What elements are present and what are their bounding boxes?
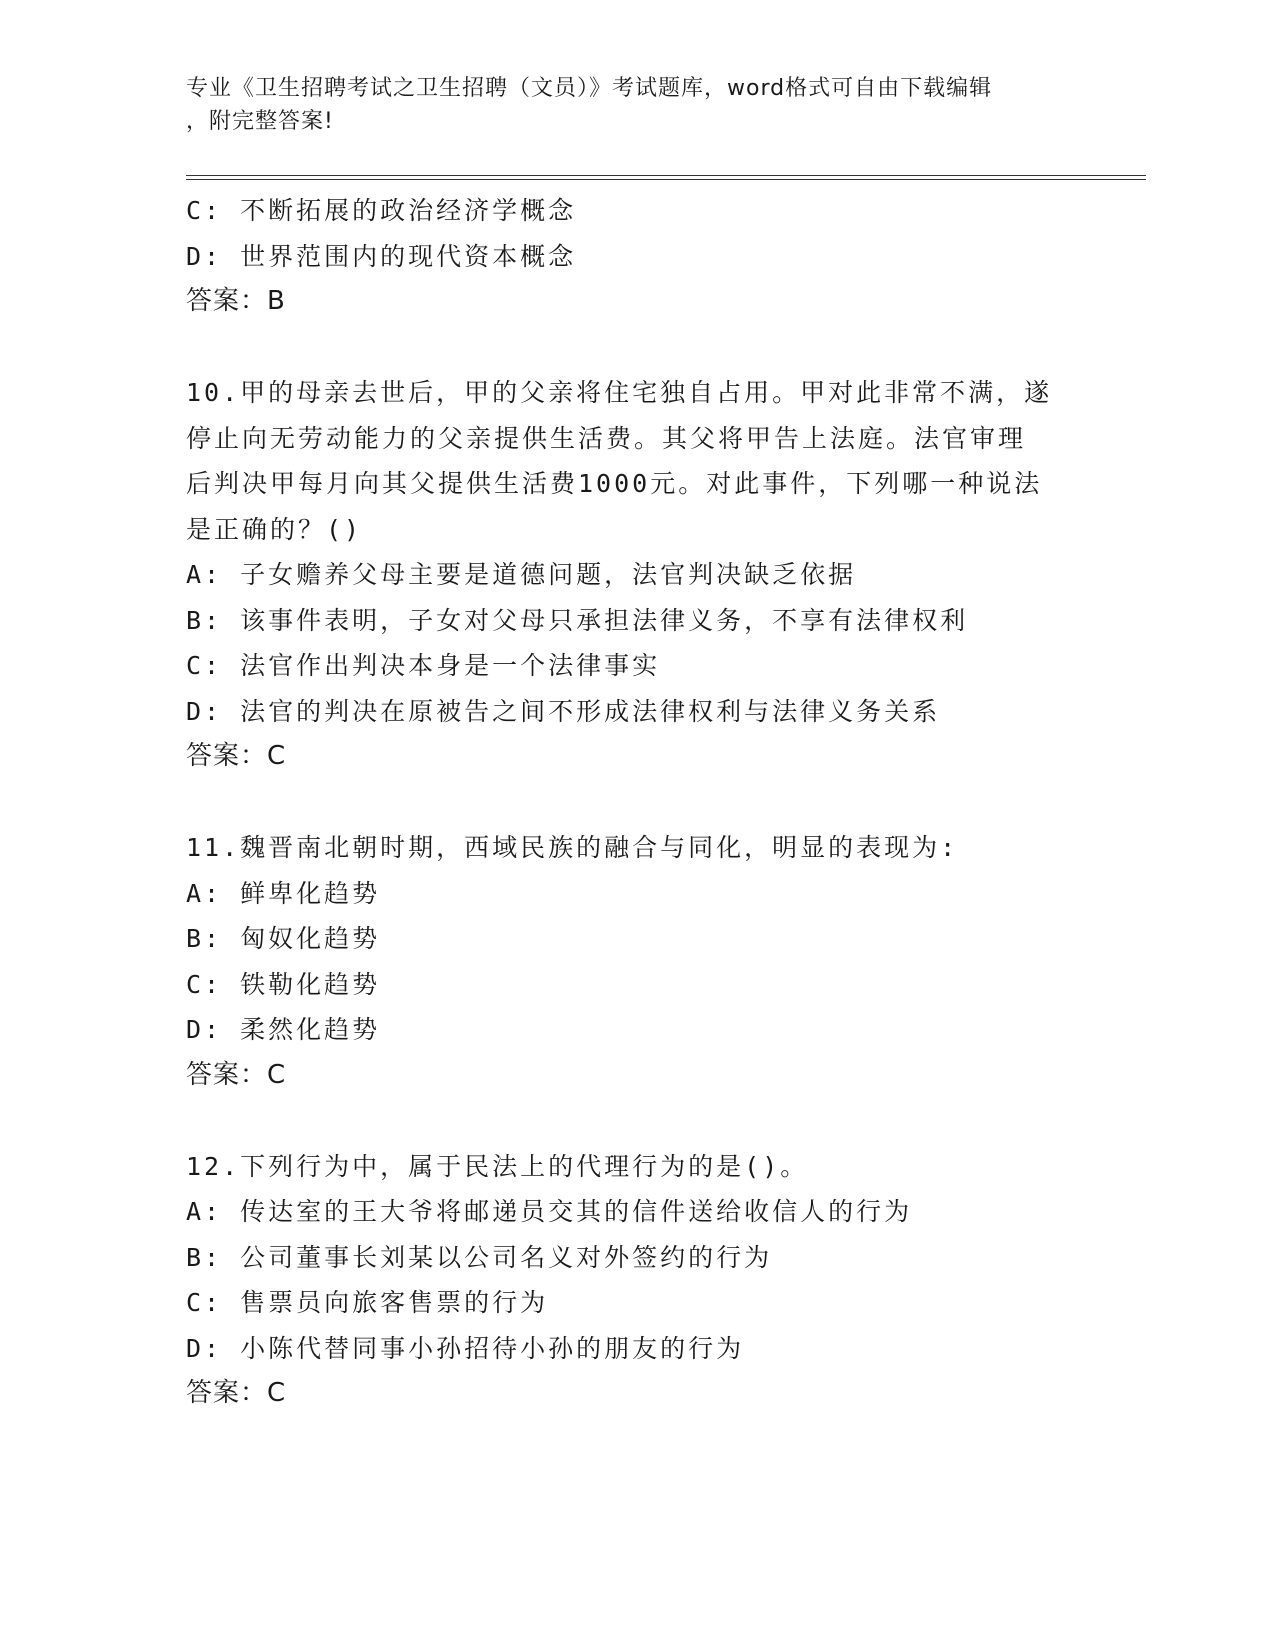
q11-option-d: D: 柔然化趋势 — [186, 1015, 381, 1044]
q10-text-line-2: 停止向无劳动能力的父亲提供生活费。其父将甲告上法庭。法官审理 — [186, 423, 1027, 453]
question-content — [186, 188, 1086, 1417]
q12-option-c: C: 售票员向旅客售票的行为 — [186, 1288, 549, 1317]
header-divider — [186, 175, 1146, 180]
page-header — [186, 72, 1086, 138]
spacer — [186, 780, 1086, 826]
question-9 — [186, 188, 1086, 325]
q10-option-c: C: 法官作出判决本身是一个法律事实 — [186, 651, 661, 680]
q10-text-line-3: 后判决甲每月向其父提供生活费1000元。对此事件，下列哪一种说法 — [186, 469, 1043, 498]
q10-option-b: B: 该事件表明，子女对父母只承担法律义务，不享有法律权利 — [186, 605, 969, 635]
q10-option-d: D: 法官的判决在原被告之间不形成法律权利与法律义务关系 — [186, 696, 941, 726]
q11-answer: 答案：C — [186, 1059, 287, 1090]
q10-text-line-1: 10.甲的母亲去世后，甲的父亲将住宅独自占用。甲对此非常不满，遂 — [186, 378, 1053, 407]
q12-option-d: D: 小陈代替同事小孙招待小孙的朋友的行为 — [186, 1333, 745, 1363]
q12-option-b: B: 公司董事长刘某以公司名义对外签约的行为 — [186, 1242, 773, 1272]
q10-option-a: A: 子女赡养父母主要是道德问题，法官判决缺乏依据 — [186, 560, 857, 589]
q11-option-a: A: 鲜卑化趋势 — [186, 878, 381, 908]
q12-answer: 答案：C — [186, 1378, 287, 1408]
q11-option-b: B: 匈奴化趋势 — [186, 924, 381, 953]
spacer — [186, 1098, 1086, 1144]
q11-question: 11.魏晋南北朝时期，西域民族的融合与同化，明显的表现为: — [186, 833, 959, 862]
question-10 — [186, 370, 1086, 780]
q11-option-c: C: 铁勒化趋势 — [186, 969, 381, 999]
q10-answer: 答案：C — [186, 741, 287, 771]
q12-question: 12.下列行为中，属于民法上的代理行为的是()。 — [186, 1151, 809, 1181]
spacer — [186, 325, 1086, 371]
q9-answer: 答案：B — [186, 286, 286, 316]
question-12 — [186, 1144, 1086, 1417]
header-line-2: ，附完整答案! — [186, 109, 334, 134]
q9-option-d: D: 世界范围内的现代资本概念 — [186, 241, 577, 271]
header-line-1: 专业《卫生招聘考试之卫生招聘（文员）》考试题库，word格式可自由下载编辑 — [186, 76, 993, 101]
question-11 — [186, 825, 1086, 1098]
q12-option-a: A: 传达室的王大爷将邮递员交其的信件送给收信人的行为 — [186, 1197, 913, 1226]
q9-option-c: C: 不断拓展的政治经济学概念 — [186, 196, 577, 225]
q10-text-line-4: 是正确的？() — [186, 514, 363, 544]
